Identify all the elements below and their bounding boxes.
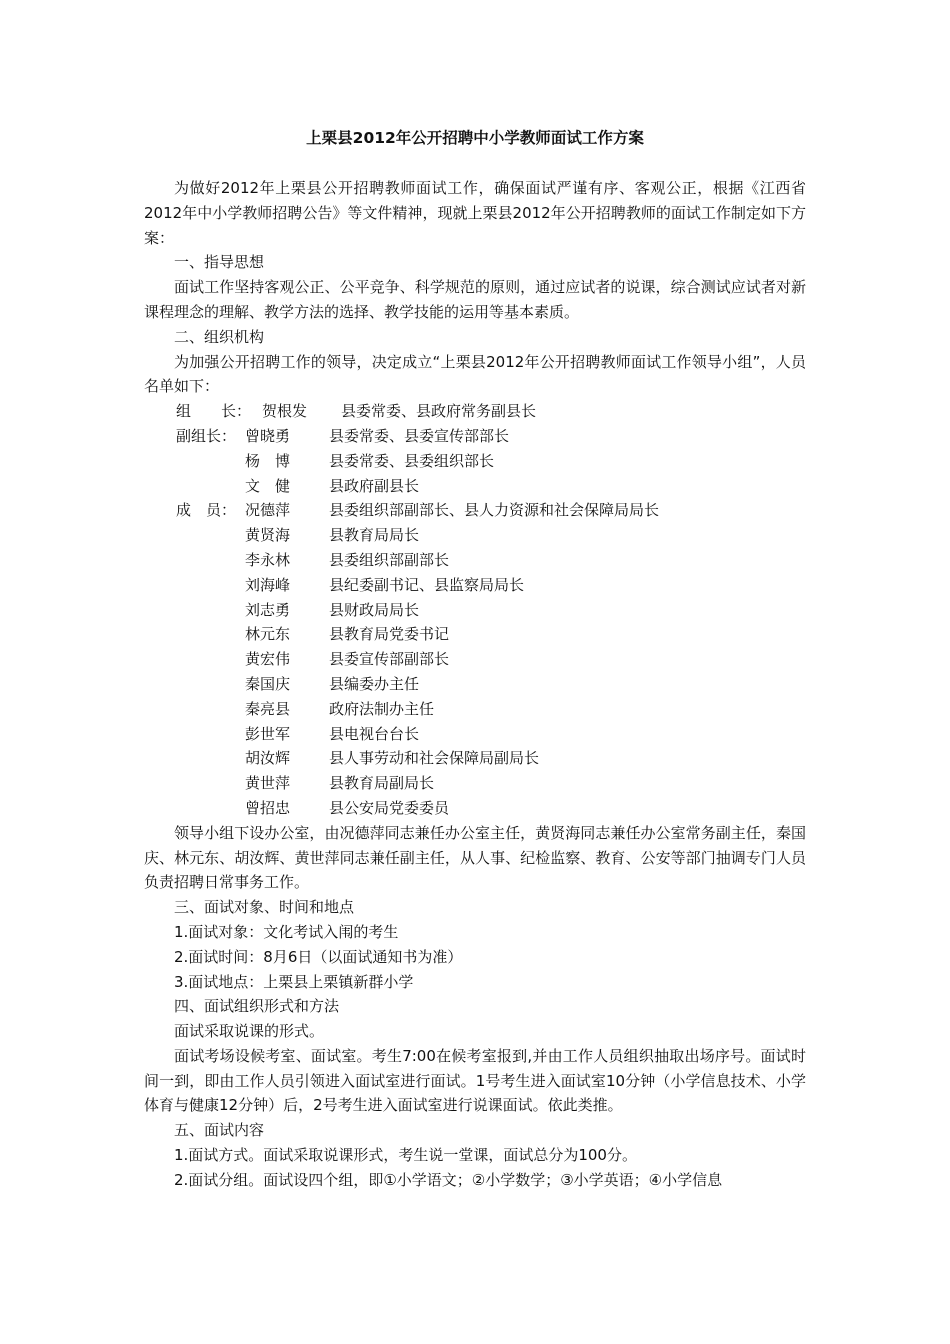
section-heading-1: 一、指导思想 — [174, 253, 265, 272]
section-item: 1.面试对象：文化考试入闱的考生 — [174, 922, 399, 941]
member-name: 曾招忠 — [245, 798, 291, 817]
member-post: 县财政局局长 — [329, 600, 420, 619]
member-list — [144, 399, 806, 821]
section-item: 2.面试时间：8月6日（以面试通知书为准） — [174, 947, 463, 966]
member-post: 县委常委、县政府常务副县长 — [341, 402, 537, 421]
section-heading-4: 四、面试组织形式和方法 — [174, 997, 340, 1016]
section-heading-2: 二、组织机构 — [174, 327, 265, 346]
section-body-1: 面试工作坚持客观公正、公平竞争、科学规范的原则，通过应试者的说课，综合测试应试者对新课程理念的理解、教学方法的选择、教学技能的运用等基本素质。 — [144, 278, 806, 321]
member-post: 县委常委、县委组织部长 — [329, 451, 495, 470]
member-post: 政府法制办主任 — [329, 699, 435, 718]
member-name: 胡汝辉 — [245, 749, 291, 768]
member-name: 文 健 — [245, 476, 291, 495]
member-row — [144, 424, 806, 449]
member-row — [144, 647, 806, 672]
document-title: 上栗县2012年公开招聘中小学教师面试工作方案 — [306, 129, 644, 147]
member-row — [144, 746, 806, 771]
member-post: 县教育局党委书记 — [329, 625, 450, 644]
member-post: 县教育局局长 — [329, 526, 420, 545]
member-name: 黄世萍 — [245, 774, 291, 793]
intro-paragraph: 为做好2012年上栗县公开招聘教师面试工作，确保面试严谨有序、客观公正，根据《江西省2012年中小学教师招聘公告》等文件精神，现就上栗县2012年公开招聘教师的面试工作制定如下方案： — [144, 179, 806, 247]
member-name: 况德萍 — [245, 501, 291, 520]
member-name: 李永林 — [245, 550, 291, 569]
member-row — [144, 573, 806, 598]
member-role: 副组长： — [176, 426, 237, 445]
member-row — [144, 672, 806, 697]
member-post: 县委宣传部副部长 — [329, 650, 450, 669]
member-post: 县委组织部副部长 — [329, 550, 450, 569]
section-heading-5: 五、面试内容 — [174, 1121, 265, 1140]
member-name: 黄贤海 — [245, 526, 291, 545]
member-row — [144, 523, 806, 548]
member-name: 林元东 — [245, 625, 291, 644]
member-post: 县编委办主任 — [329, 674, 420, 693]
section-heading-3: 三、面试对象、时间和地点 — [174, 898, 355, 917]
section-body-4b: 面试考场设候考室、面试室。考生7:00在候考室报到,并由工作人员组织抽取出场序号。面试时间一到，即由工作人员引领进入面试室进行面试。1号考生进入面试室10分钟（小学信息技术、小学体育与健康12分钟）后，2号考生进入面试室进行说课面试。依此类推。 — [144, 1046, 806, 1115]
member-name: 刘海峰 — [245, 575, 291, 594]
member-row — [144, 622, 806, 647]
member-post: 县公安局党委委员 — [329, 798, 450, 817]
member-name: 彭世军 — [245, 724, 291, 743]
member-name: 贺根发 — [262, 402, 308, 421]
office-paragraph: 领导小组下设办公室，由况德萍同志兼任办公室主任，黄贤海同志兼任办公室常务副主任，秦国庆、林元东、胡汝辉、黄世萍同志兼任副主任，从人事、纪检监察、教育、公安等部门抽调专门人员负责招聘日常事务工作。 — [144, 823, 806, 892]
member-name: 秦国庆 — [245, 674, 291, 693]
section-body-2: 为加强公开招聘工作的领导，决定成立“上栗县2012年公开招聘教师面试工作领导小组”，人员名单如下： — [144, 352, 806, 396]
section-body-4a: 面试采取说课的形式。 — [174, 1022, 325, 1041]
member-post: 县委常委、县委宣传部部长 — [329, 426, 510, 445]
member-post: 县教育局副局长 — [329, 774, 435, 793]
member-name: 黄宏伟 — [245, 650, 291, 669]
section-item: 2.面试分组。面试设四个组，即①小学语文；②小学数学；③小学英语；④小学信息 — [174, 1170, 723, 1189]
member-role: 成 员： — [176, 501, 237, 520]
member-row — [144, 697, 806, 722]
member-post: 县电视台台长 — [329, 724, 420, 743]
member-row — [144, 548, 806, 573]
member-row — [144, 498, 806, 523]
member-role: 组 长： — [176, 402, 252, 421]
member-row — [144, 474, 806, 499]
member-name: 刘志勇 — [245, 600, 291, 619]
section-item: 3.面试地点：上栗县上栗镇新群小学 — [174, 972, 414, 991]
member-row — [144, 399, 806, 424]
member-row — [144, 449, 806, 474]
member-post: 县政府副县长 — [329, 476, 420, 495]
member-name: 曾晓勇 — [245, 426, 291, 445]
member-post: 县人事劳动和社会保障局副局长 — [329, 749, 540, 768]
document-body — [144, 176, 806, 1193]
member-row — [144, 598, 806, 623]
member-row — [144, 771, 806, 796]
section-item: 1.面试方式。面试采取说课形式，考生说一堂课，面试总分为100分。 — [174, 1146, 637, 1165]
member-post: 县委组织部副部长、县人力资源和社会保障局局长 — [329, 501, 660, 520]
member-name: 杨 博 — [245, 451, 291, 470]
member-name: 秦亮县 — [245, 699, 291, 718]
member-row — [144, 722, 806, 747]
member-post: 县纪委副书记、县监察局局长 — [329, 575, 525, 594]
member-row — [144, 796, 806, 821]
